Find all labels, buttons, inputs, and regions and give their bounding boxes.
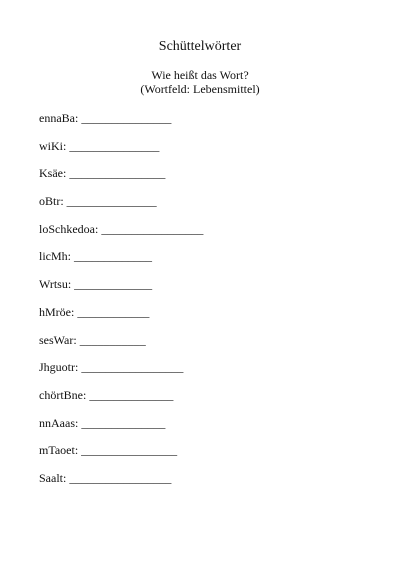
scrambled-word-item: sesWar: ___________ xyxy=(39,332,146,347)
scrambled-word-item: mTaoet: ________________ xyxy=(39,443,178,458)
scrambled-word-item: Wrtsu: _____________ xyxy=(39,277,153,292)
worksheet-title: Schüttelwörter xyxy=(158,39,242,54)
scrambled-word-item: Saalt: _________________ xyxy=(39,470,172,485)
scrambled-word-item: chörtBne: ______________ xyxy=(39,387,174,402)
scrambled-word-item: Jhguotr: _________________ xyxy=(39,360,184,375)
scrambled-word-item: hMröe: ____________ xyxy=(39,304,150,319)
scrambled-word-item: loSchkedoa: _________________ xyxy=(39,221,204,236)
worksheet-subtitle xyxy=(0,68,400,96)
scrambled-word-item: ennaBa: _______________ xyxy=(39,111,172,125)
subtitle-question: Wie heißt das Wort? xyxy=(151,68,249,82)
scrambled-word-item: oBtr: _______________ xyxy=(39,194,157,209)
scrambled-word-list xyxy=(39,111,203,499)
scrambled-word-item: Ksäe: ________________ xyxy=(39,166,166,181)
subtitle-wordfield: (Wortfeld: Lebensmittel) xyxy=(140,82,260,96)
scrambled-word-item: nnAaas: ______________ xyxy=(39,415,166,430)
scrambled-word-item: wiKi: _______________ xyxy=(39,138,160,153)
scrambled-word-item: licMh: _____________ xyxy=(39,249,152,264)
